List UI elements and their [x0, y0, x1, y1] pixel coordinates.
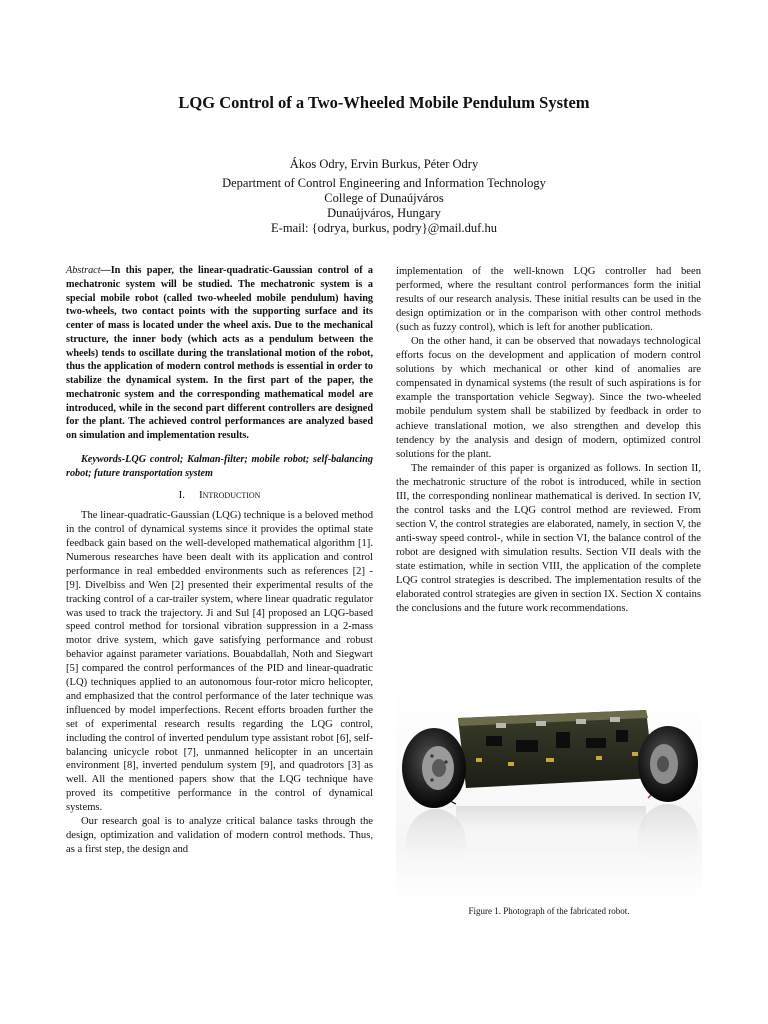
- left-column: [66, 264, 373, 857]
- affiliation-line: Dunaújváros, Hungary: [327, 206, 441, 220]
- abstract-text: —In this paper, the linear-quadratic-Gaussian control of a mechatronic system will be studied. The mechatronic system is a special mobile robot (called two-wheeled mobile pendulum) having two-wheels, two contact points with the supporting surface and its center of mass is located under the wheel axis. Due to the mechanical structure, the inner body (which acts as a pendulum between the wheels) tends to oscillate during the translational motion of the robot, thus the application of modern control methods is essential in order to stabilize the dynamical system. In the first part of the paper, the mechatronic system and the corresponding mathematical model are introduced, while in the second part different controllers are designed for the plant. The achieved control performances are analyzed based on simulation and implementation results.: [66, 265, 373, 441]
- section-number: I.: [178, 489, 185, 502]
- keywords: Keywords-LQG control; Kalman-filter; mobile robot; self-balancing robot; future transportation system: [66, 453, 373, 479]
- body-paragraph: The linear-quadratic-Gaussian (LQG) technique is a beloved method in the control of dynamical systems since it provides the optimal state feedback gain based on the well-developed mathematical algorithm [1]. Numerous researches have been dealt with its application and control performance in real embedded environments such as references [2] - [9]. Divelbiss and Wen [2] presented their experimental results of the tracking control of a car-trailer system, where linear quadratic regulator was used to track the trajectory. Ji and Sul [4] proposed an LQG-based speed control method for torsional vibration suppression in a 2-mass motor drive system, which gave satisfying performance and robust behavior against parameter variations. Bouabdallah, Noth and Siegwart [5] compared the control performances of the PID and linear-quadratic (LQ) techniques applied to an autonomous four-rotor micro helicopter, and emphasized that the control performance of the later technique was influenced by model imperfections. Recent efforts broaden further the set of experimental research results regarding the LQG control, including the control of inverted pendulum type assistant robot [6], self-balancing unicycle robot [7], unmanned helicopter in an uncertain environment [8], inverted pendulum system [9], and quadrotors [3] as well. All the mentioned papers show that the LQG technique have proved its competitive performance in the control of dynamical systems.: [66, 510, 373, 814]
- paper-title: LQG Control of a Two-Wheeled Mobile Pendulum System: [178, 93, 590, 112]
- email-line: E-mail: {odrya, burkus, podry}@mail.duf.hu: [271, 221, 497, 235]
- author-block: [0, 157, 768, 236]
- body-paragraph: Our research goal is to analyze critical balance tasks through the design, optimization and validation of modern control methods. Thus, as a first step, the design and: [66, 816, 373, 855]
- figure-caption: Figure 1. Photograph of the fabricated robot.: [468, 906, 630, 916]
- robot-illustration: [396, 688, 702, 900]
- abstract: [66, 264, 373, 443]
- section-title: Introduction: [198, 489, 261, 502]
- affiliation-line: Department of Control Engineering and Information Technology: [222, 176, 546, 190]
- abstract-label: Abstract: [66, 265, 101, 276]
- body-paragraph: On the other hand, it can be observed that nowadays technological efforts focus on the development and application of modern control solutions by which mechanical or other kind of anomalies are compensated in dynamical systems (the result of such aspirations is for example the transportation vehicle Segway). Since the two-wheeled mobile pendulum system shall be stabilized by feedback in order to achieve translational motion, we also strengthen and develop this tendency by the analysis and design of modern, optimized control solutions for the plant.: [396, 336, 701, 460]
- affiliation-line: College of Dunaújváros: [324, 191, 444, 205]
- section-heading: [66, 489, 373, 503]
- right-column: [396, 265, 701, 616]
- robot-photo: [396, 688, 702, 900]
- body-paragraph: implementation of the well-known LQG controller had been performed, where the resultant control performances form the initial results of our research analysis. These initial results can be used in the design optimization or in the comparison with other control methods (such as fuzzy control), which is left for another publication.: [396, 266, 701, 334]
- author-names: Ákos Odry, Ervin Burkus, Péter Odry: [289, 157, 479, 171]
- body-paragraph: The remainder of this paper is organized as follows. In section II, the mechatronic structure of the robot is introduced, while in section III, the corresponding nonlinear mathematical is derived. In section IV, the control tasks and the LQG control method are reviewed. From section V, the control strategies are elaborated, namely, in section V, the anti-sway speed control-, while in section VI, the balance control of the robot are designed with simulation results. Section VII deals with the state estimation, while in section VIII, the application of the complete LQG control strategies is described. The implementation results of the elaborated control strategies are given in section IX. Section X contains the conclusions and the future work recommendations.: [396, 462, 701, 615]
